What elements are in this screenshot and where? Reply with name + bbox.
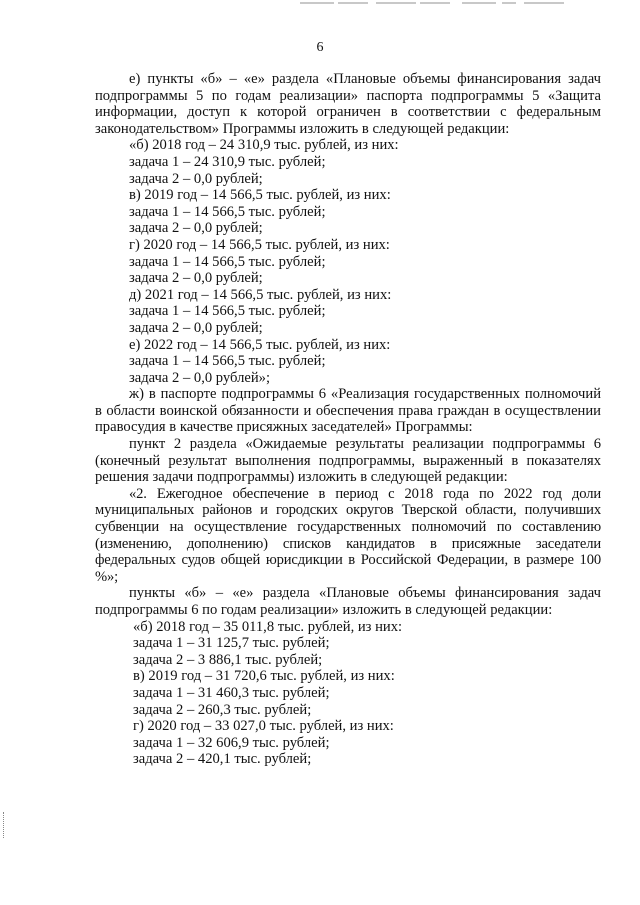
document-paragraph: задача 2 – 420,1 тыс. рублей; [133, 751, 312, 768]
document-paragraph: задача 2 – 0,0 рублей; [129, 220, 263, 237]
document-paragraph: задача 1 – 24 310,9 тыс. рублей; [129, 153, 326, 170]
page-number: 6 [316, 40, 324, 55]
document-paragraph: г) 2020 год – 14 566,5 тыс. рублей, из них: [129, 236, 390, 253]
scan-artifact [502, 2, 516, 4]
document-paragraph: «2. Ежегодное обеспечение в период с 2018 года по 2022 год доли муниципальных районов и городских округов Тверской области, получивших субвенции на осуществление государственных полномочий по составлению (изменению, дополнению) списков кандидатов в присяжные заседатели федеральных судов общей юрисдикции в Российской Федерации, в размере 100 %»; [95, 485, 601, 585]
document-paragraph: е) 2022 год – 14 566,5 тыс. рублей, из них: [129, 336, 391, 353]
scan-artifact [462, 2, 496, 4]
scan-artifact [420, 2, 450, 4]
document-paragraph: е) пункты «б» – «е» раздела «Плановые объемы финансирования задач подпрограммы 5 по годам реализации» паспорта подпрограммы 5 «Защита информации, доступ к которой ограничен в соответствии с федеральным законодательством» Программы изложить в следующей редакции: [95, 71, 601, 137]
scan-artifact [300, 2, 334, 4]
document-paragraph: задача 1 – 14 566,5 тыс. рублей; [129, 203, 326, 220]
margin-mark [3, 812, 5, 838]
document-paragraph: задача 2 – 0,0 рублей; [129, 319, 263, 336]
document-paragraph: в) 2019 год – 31 720,6 тыс. рублей, из них: [133, 668, 395, 685]
scan-artifact [524, 2, 564, 4]
scan-artifact [376, 2, 416, 4]
document-paragraph: д) 2021 год – 14 566,5 тыс. рублей, из них: [129, 286, 392, 303]
document-paragraph: в) 2019 год – 14 566,5 тыс. рублей, из них: [129, 187, 391, 204]
document-paragraph: задача 2 – 3 886,1 тыс. рублей; [133, 651, 323, 668]
document-paragraph: задача 1 – 14 566,5 тыс. рублей; [129, 253, 326, 270]
document-paragraph: задача 1 – 14 566,5 тыс. рублей; [129, 303, 326, 320]
document-body [95, 71, 601, 768]
document-paragraph: пункт 2 раздела «Ожидаемые результаты реализации подпрограммы 6 (конечный результат выполнения подпрограммы, выраженный в показателях решения задачи подпрограммы) изложить в следующей редакции: [95, 436, 601, 486]
document-paragraph: задача 2 – 0,0 рублей; [129, 270, 263, 287]
document-paragraph: задача 1 – 14 566,5 тыс. рублей; [129, 353, 326, 370]
document-paragraph: задача 1 – 31 125,7 тыс. рублей; [133, 635, 330, 652]
document-paragraph: ж) в паспорте подпрограммы 6 «Реализация государственных полномочий в области воинской обязанности и обеспечения права граждан в осуществлении правосудия в качестве присяжных заседателей» Программы: [95, 386, 601, 436]
document-paragraph: задача 1 – 32 606,9 тыс. рублей; [133, 734, 330, 751]
document-paragraph: пункты «б» – «е» раздела «Плановые объемы финансирования задач подпрограммы 6 по годам реализации» изложить в следующей редакции: [95, 585, 601, 618]
document-paragraph: задача 2 – 0,0 рублей; [129, 170, 263, 187]
document-paragraph: задача 2 – 0,0 рублей»; [129, 369, 270, 386]
document-paragraph: задача 2 – 260,3 тыс. рублей; [133, 701, 312, 718]
scan-artifact [338, 2, 368, 4]
document-paragraph: г) 2020 год – 33 027,0 тыс. рублей, из них: [133, 718, 394, 735]
document-paragraph: «б) 2018 год – 24 310,9 тыс. рублей, из них: [129, 137, 399, 154]
document-paragraph: задача 1 – 31 460,3 тыс. рублей; [133, 684, 330, 701]
document-paragraph: «б) 2018 год – 35 011,8 тыс. рублей, из них: [133, 618, 403, 635]
